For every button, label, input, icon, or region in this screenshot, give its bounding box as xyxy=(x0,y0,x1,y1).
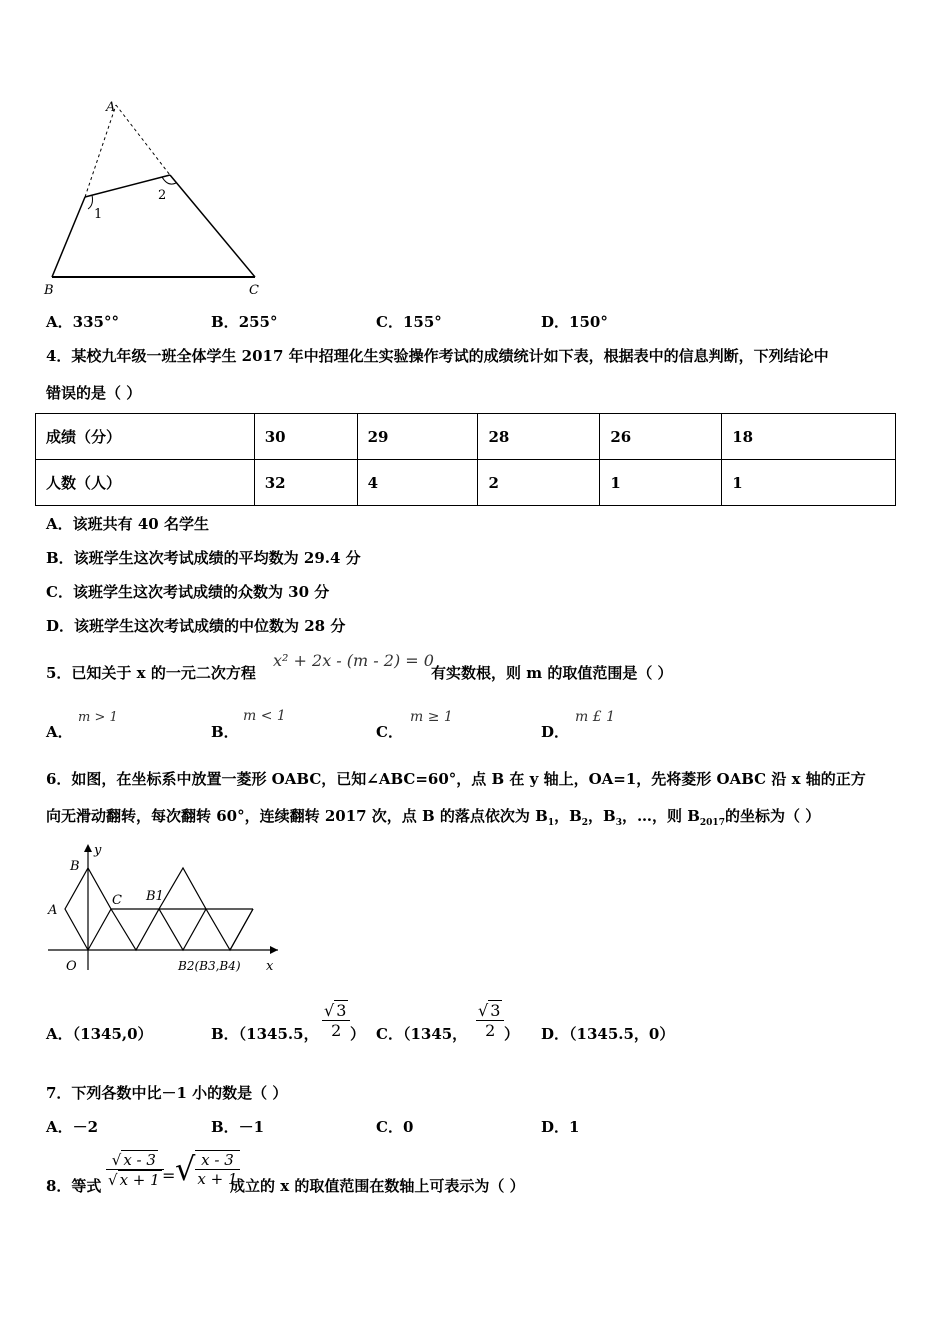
table-cell: 1 xyxy=(722,460,896,506)
q5-option-a[interactable]: A． xyxy=(46,723,73,741)
table-row xyxy=(36,460,896,506)
q4-option-b[interactable]: B．该班学生这次考试成绩的平均数为 29.4 分 xyxy=(46,549,361,567)
q8-lhs-fraction: $\frac{√ x - 3}{√ x + 1}$ xyxy=(106,1150,164,1189)
score-table xyxy=(35,413,896,506)
label-c: C xyxy=(112,893,122,908)
label-c: C xyxy=(249,283,259,298)
table-cell: 30 xyxy=(254,414,357,460)
q5-option-c-math: m ≥ 1 xyxy=(410,709,453,725)
table-cell: 29 xyxy=(357,414,478,460)
q5-option-b[interactable]: B． xyxy=(211,723,239,741)
q8-rhs-fraction: √ $\frac{x - 3}{x + 1}$ xyxy=(175,1150,238,1188)
q3-option-c[interactable]: C．155° xyxy=(376,313,442,331)
q6-option-b-close: ） xyxy=(350,1025,366,1043)
table-row xyxy=(36,414,896,460)
q6-stem-line2: 向无滑动翻转，每次翻转 60°，连续翻转 2017 次，点 B 的落点依次为 $B_1$，$B_2$，$B_3$，…，则 $B_{2017}$的坐标为（ ） xyxy=(46,807,821,828)
q4-stem-line1: 4．某校九年级一班全体学生 2017 年中招理化生实验操作考试的成绩统计如下表，根据表中的信息判断，下列结论中 xyxy=(46,347,829,365)
table-cell: 18 xyxy=(722,414,896,460)
q4-option-d[interactable]: D．该班学生这次考试成绩的中位数为 28 分 xyxy=(46,617,346,635)
q3-option-d[interactable]: D．150° xyxy=(541,313,608,331)
q6-option-c-fraction: $\frac{√ 3}{2}$ xyxy=(476,1000,504,1040)
table-cell: 32 xyxy=(254,460,357,506)
axis-label-x: x xyxy=(266,959,274,974)
q5-option-a-math: m > 1 xyxy=(78,710,118,725)
table-cell: 28 xyxy=(478,414,600,460)
table-cell: 26 xyxy=(600,414,722,460)
q6-option-a[interactable]: A．（1345,0） xyxy=(46,1025,153,1043)
q7-option-a[interactable]: A．－2 xyxy=(46,1118,99,1136)
label-b: B xyxy=(44,283,54,298)
q5-option-c[interactable]: C． xyxy=(376,723,403,741)
q4-stem-line2: 错误的是（ ） xyxy=(46,384,142,402)
label-o: O xyxy=(66,959,77,974)
table-cell: 4 xyxy=(357,460,478,506)
label-a: A xyxy=(48,903,58,918)
label-b234: B2(B3,B4) xyxy=(178,959,241,973)
q5-option-b-math: m < 1 xyxy=(243,708,286,724)
q5-equation: x² + 2x - (m - 2) = 0 xyxy=(273,651,434,670)
q6-option-c-close: ） xyxy=(504,1025,520,1043)
q8-prefix: 8．等式 xyxy=(46,1177,102,1195)
q7-option-c[interactable]: C．0 xyxy=(376,1118,414,1136)
table-cell: 2 xyxy=(478,460,600,506)
table-cell: 成绩（分） xyxy=(36,414,255,460)
q7-option-d[interactable]: D．1 xyxy=(541,1118,580,1136)
label-angle-2: 2 xyxy=(158,188,167,203)
q5-suffix: 有实数根，则 m 的取值范围是（ ） xyxy=(431,664,673,682)
q5-option-d[interactable]: D． xyxy=(541,723,570,741)
q3-option-b[interactable]: B．255° xyxy=(211,313,278,331)
rhombus-figure xyxy=(40,840,290,985)
label-top-vertex: A xyxy=(106,100,116,115)
q6-option-b-fraction: $\frac{√ 3}{2}$ xyxy=(322,1000,350,1040)
q8-equals: = xyxy=(162,1166,176,1185)
q6-option-c[interactable]: C．（1345， xyxy=(376,1025,468,1043)
table-cell: 人数（人） xyxy=(36,460,255,506)
q7-option-b[interactable]: B．－1 xyxy=(211,1118,265,1136)
q5-prefix: 5．已知关于 x 的一元二次方程 xyxy=(46,664,256,682)
q6-stem-line1: 6．如图，在坐标系中放置一菱形 OABC，已知∠ABC=60°，点 B 在 y 轴上，OA=1，先将菱形 OABC 沿 x 轴的正方 xyxy=(46,770,866,788)
axis-label-y: y xyxy=(94,843,102,858)
q6-option-b[interactable]: B．（1345.5， xyxy=(211,1025,319,1043)
label-b1: B1 xyxy=(146,889,164,904)
q3-option-a[interactable]: A．335°° xyxy=(46,313,119,331)
q5-option-d-math: m £ 1 xyxy=(575,709,615,725)
q6-option-d[interactable]: D．（1345.5，0） xyxy=(541,1025,675,1043)
label-b: B xyxy=(70,859,80,874)
label-angle-1: 1 xyxy=(94,207,103,222)
q7-stem: 7．下列各数中比－1 小的数是（ ） xyxy=(46,1084,288,1102)
table-cell: 1 xyxy=(600,460,722,506)
q8-suffix: 成立的 x 的取值范围在数轴上可表示为（ ） xyxy=(230,1177,525,1195)
q4-option-c[interactable]: C．该班学生这次考试成绩的众数为 30 分 xyxy=(46,583,330,601)
q4-option-a[interactable]: A．该班共有 40 名学生 xyxy=(46,515,209,533)
triangle-figure xyxy=(40,95,270,300)
